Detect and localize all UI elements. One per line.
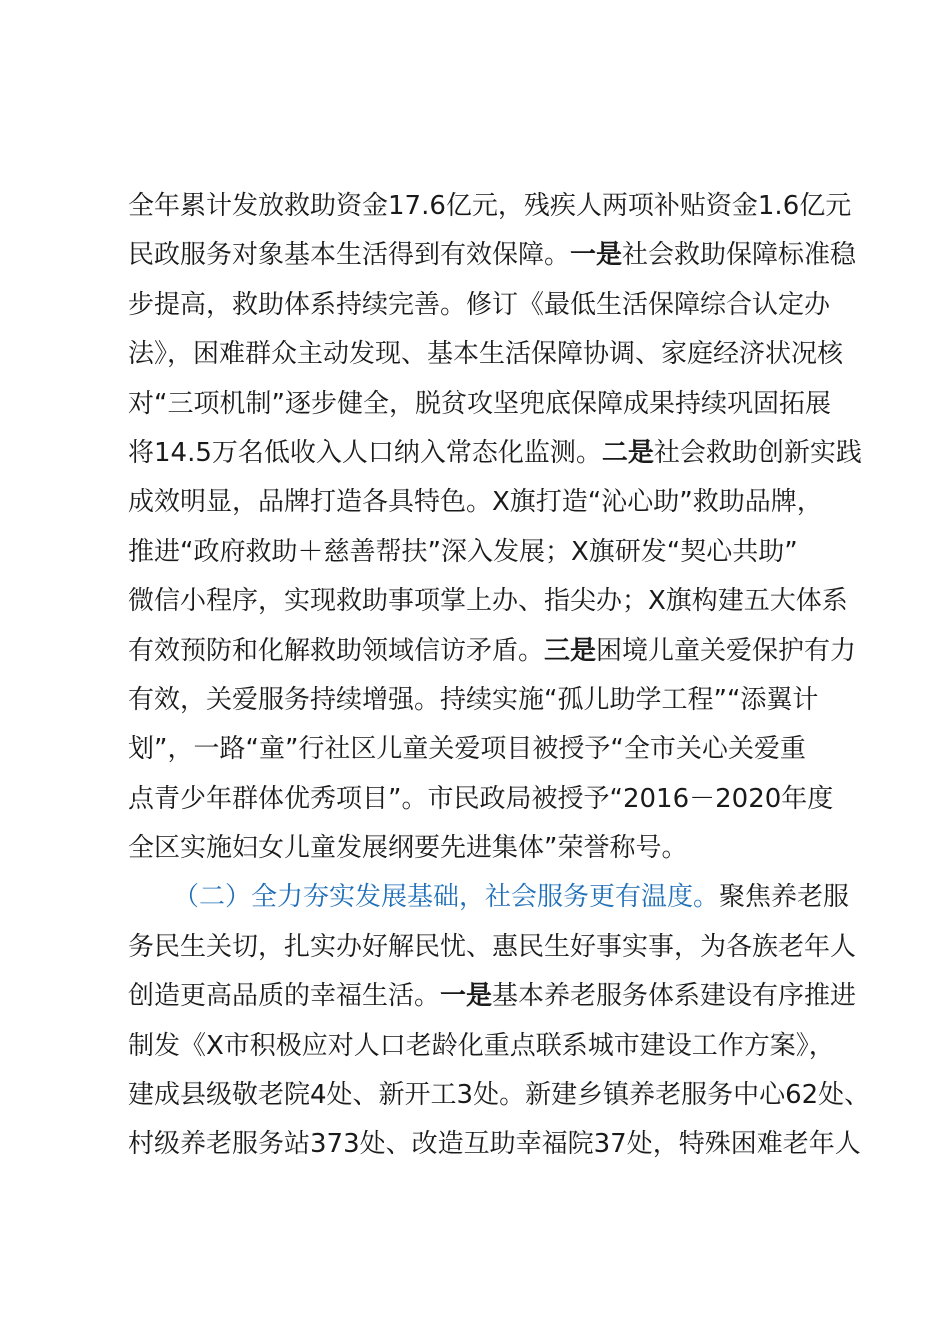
section-heading: （二）全力夯实发展基础，社会服务更有温度。	[173, 882, 720, 913]
body-text	[128, 182, 871, 1170]
text-line	[128, 775, 858, 824]
text-line	[128, 627, 858, 676]
text-segment: 有效，关爱服务持续增强。持续实施“孤儿助学工程”“添翼计	[128, 684, 819, 715]
text-line	[128, 330, 858, 379]
text-segment: 困境儿童关爱保护有力	[596, 635, 857, 666]
text-segment: 点青少年群体优秀项目”。市民政局被授予“2016－2020年度	[128, 783, 834, 814]
text-line	[128, 429, 862, 478]
text-segment: 村级养老服务站373处、改造互助幸福院37处，特殊困难老年人	[128, 1129, 861, 1160]
text-segment: 全年累计发放救助资金17.6亿元，残疾人两项补贴资金1.6亿元	[128, 191, 852, 221]
text-segment: 划”，一路“童”行社区儿童关爱项目被授予“全市关心关爱重	[128, 734, 806, 765]
text-line	[128, 1022, 858, 1071]
text-line	[128, 380, 858, 429]
text-line	[128, 182, 858, 231]
text-segment: 建成县级敬老院4处、新开工3处。新建乡镇养老服务中心62处、	[128, 1080, 871, 1111]
text-segment: 法》，困难群众主动发现、基本生活保障协调、家庭经济状况核	[128, 339, 844, 370]
text-segment: 创造更高品质的幸福生活。	[128, 981, 441, 1012]
text-line	[128, 577, 858, 626]
text-segment: 社会救助保障标准稳	[622, 240, 857, 271]
text-segment: 社会救助创新实践	[653, 437, 862, 468]
text-line	[128, 676, 858, 725]
text-line	[128, 1071, 871, 1120]
text-line	[128, 1120, 861, 1169]
text-line	[128, 873, 858, 922]
text-segment: 制发《X市积极应对人口老龄化重点联系城市建设工作方案》，	[128, 1030, 835, 1061]
text-line	[128, 231, 858, 280]
text-segment: 将14.5万名低收入人口纳入常态化监测。	[128, 437, 602, 468]
text-line	[128, 972, 858, 1021]
text-segment: 有效预防和化解救助领域信访矛盾。	[128, 635, 545, 666]
text-line	[128, 478, 858, 527]
text-line	[128, 528, 858, 577]
text-line	[128, 824, 858, 873]
text-segment: 微信小程序，实现救助事项掌上办、指尖办；X旗构建五大体系	[128, 586, 848, 617]
emphasis-label: 一是	[440, 981, 493, 1012]
emphasis-label: 三是	[544, 635, 597, 666]
text-line	[128, 281, 858, 330]
text-segment: 基本养老服务体系建设有序推进	[492, 981, 857, 1012]
emphasis-label: 一是	[570, 240, 623, 271]
text-segment: 聚焦养老服	[719, 882, 850, 913]
text-line	[128, 923, 858, 972]
text-segment: 对“三项机制”逐步健全，脱贫攻坚兜底保障成果持续巩固拓展	[128, 388, 831, 419]
text-segment: 成效明显，品牌打造各具特色。X旗打造“沁心助”救助品牌，	[128, 487, 823, 518]
text-segment: 全区实施妇女儿童发展纲要先进集体”荣誉称号。	[128, 833, 688, 864]
text-segment: 步提高，救助体系持续完善。修订《最低生活保障综合认定办	[128, 289, 831, 320]
emphasis-label: 二是	[601, 437, 654, 468]
text-segment: 民政服务对象基本生活得到有效保障。	[128, 240, 571, 271]
text-segment: 推进“政府救助＋慈善帮扶”深入发展；X旗研发“契心共助”	[128, 536, 798, 567]
text-segment: 务民生关切，扎实办好解民忧、惠民生好事实事，为各族老年人	[128, 931, 857, 962]
text-line	[128, 725, 858, 774]
